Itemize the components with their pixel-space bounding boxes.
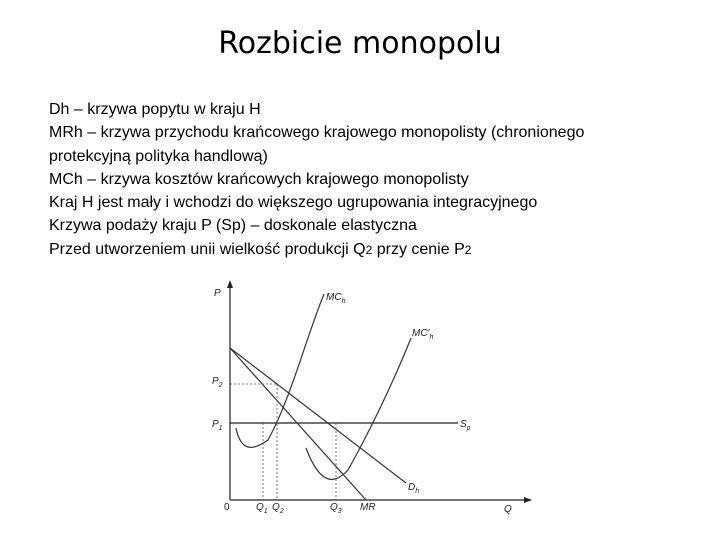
y-axis-label: P (214, 288, 221, 299)
dh-sub: h (415, 488, 420, 495)
q2-main: Q (272, 502, 280, 513)
mch-curve (236, 294, 324, 447)
text-line: MRh – krzywa przychodu krańcowego krajowego monopolisty (chronionego (49, 124, 585, 142)
mr-label: MR (360, 502, 376, 513)
p2-main: P (212, 376, 219, 387)
dh-line (230, 348, 406, 483)
q1-main: Q (256, 502, 264, 513)
dh-label (408, 482, 419, 495)
text-line: protekcyjną polityka handlową) (49, 147, 268, 165)
p2-sub: 2 (218, 382, 223, 389)
dh-main: D (408, 482, 416, 493)
sp-label (460, 419, 471, 432)
mch-prime-label (412, 328, 433, 341)
sp-sub: p (466, 425, 471, 432)
q2-sub: 2 (279, 508, 284, 515)
text-line-last (49, 238, 689, 262)
origin-label: 0 (224, 502, 230, 513)
mch-prime-curve (306, 338, 411, 479)
q3-main: Q (330, 502, 338, 513)
y-axis-arrow (227, 280, 233, 288)
diagram-svg (196, 278, 536, 524)
sp-main: S (460, 419, 467, 430)
p1-main: P (212, 419, 219, 430)
mr-line (230, 348, 366, 500)
subscript: 2 (365, 242, 373, 257)
x-axis-label: Q (504, 504, 512, 515)
mch-label (326, 292, 346, 305)
mch-sub: h (341, 298, 346, 305)
mch-prime-sub: h (429, 334, 434, 341)
text-line: Kraj H jest mały i wchodzi do większego ugrupowania integracyjnego (49, 194, 538, 212)
q1-label (256, 502, 268, 515)
q3-sub: 3 (337, 508, 342, 515)
x-axis-arrow (524, 497, 532, 503)
p1-label (212, 419, 223, 432)
text-part: Przed utworzeniem unii wielkość produkcji Q (49, 240, 366, 258)
text-part: przy cenie P (372, 240, 465, 258)
subscript: 2 (464, 242, 472, 257)
text-line: Krzywa podaży kraju P (Sp) – doskonale elastyczna (49, 217, 417, 235)
monopoly-diagram (196, 278, 536, 524)
mch-prime-main: MC′ (412, 328, 430, 339)
text-line: Dh – krzywa popytu w kraju H (49, 101, 261, 118)
p1-sub: 1 (218, 425, 223, 432)
q3-label (330, 502, 342, 515)
text-line: MCh – krzywa kosztów krańcowych krajowego monopolisty (49, 170, 469, 188)
slide-title: Rozbicie monopolu (218, 26, 502, 61)
mch-main: MC (326, 292, 342, 303)
p2-label (212, 376, 223, 389)
q2-label (272, 502, 284, 515)
text-block (49, 98, 689, 262)
q1-sub: 1 (263, 508, 268, 515)
